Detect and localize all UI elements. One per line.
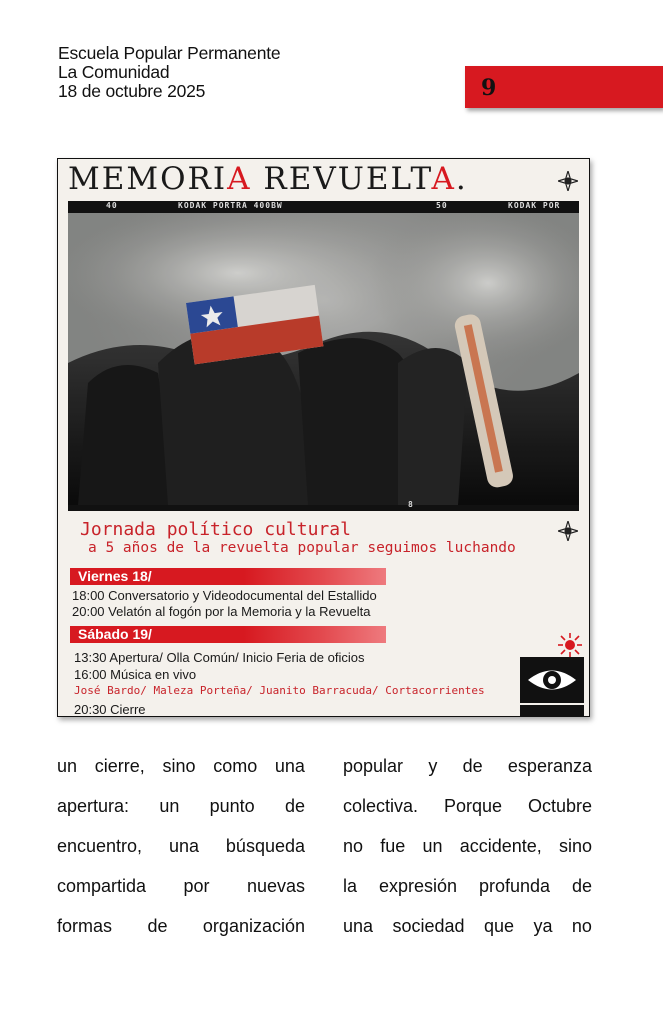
- closing-time: 20:30 Cierre: [74, 702, 146, 717]
- word: ya: [533, 916, 553, 936]
- word: fue: [380, 836, 406, 856]
- word: no: [343, 836, 364, 856]
- word: esperanza: [507, 756, 592, 776]
- body-line: [57, 786, 305, 826]
- word: sino: [162, 756, 196, 776]
- word: formas: [57, 916, 113, 936]
- jornada-line-2: a 5 años de la revuelta popular seguimos luchando: [88, 540, 516, 556]
- word: sociedad: [392, 916, 465, 936]
- body-column-left: [57, 746, 305, 946]
- film-brand-label: KODAK POR: [508, 201, 561, 210]
- word: nuevas: [246, 876, 305, 896]
- body-line: [343, 746, 592, 786]
- word: como: [213, 756, 258, 776]
- word: compartida: [57, 876, 147, 896]
- word: punto: [209, 796, 255, 816]
- poster-title-part: .: [455, 161, 468, 197]
- body-line: [57, 746, 305, 786]
- jornada-line-1: Jornada político cultural: [80, 519, 351, 540]
- film-frame-number: 8: [408, 500, 414, 509]
- day-label: Sábado 19/: [78, 626, 152, 642]
- poster-title: [68, 161, 468, 197]
- body-column-right: [343, 746, 592, 946]
- word: un: [159, 796, 180, 816]
- body-line: [343, 906, 592, 946]
- header-date: 18 de octubre 2025: [58, 81, 206, 101]
- word: Octubre: [527, 796, 592, 816]
- word: apertura:: [57, 796, 130, 816]
- body-line: [343, 786, 592, 826]
- film-photo-strip: [68, 201, 579, 511]
- word: profunda: [478, 876, 550, 896]
- word: colectiva.: [343, 796, 419, 816]
- word: un: [57, 756, 78, 776]
- logo-strip: [520, 705, 584, 717]
- word: y: [428, 756, 438, 776]
- schedule-item: 18:00 Conversatorio y Videodocumental del Estallido: [72, 588, 377, 603]
- page-number: 9: [481, 75, 497, 101]
- word: búsqueda: [225, 836, 305, 856]
- word: de: [571, 876, 592, 896]
- word: que: [483, 916, 515, 936]
- page-header: [58, 44, 280, 101]
- day-label: Viernes 18/: [78, 568, 152, 584]
- film-brand-label: KODAK PORTRA 400BW: [178, 201, 283, 210]
- word: de: [147, 916, 168, 936]
- word: no: [571, 916, 592, 936]
- poster-title-part: REVUELT: [251, 161, 432, 197]
- word: una: [168, 836, 200, 856]
- word: una: [274, 756, 305, 776]
- schedule-item: 13:30 Apertura/ Olla Común/ Inicio Feria de oficios: [74, 650, 365, 665]
- body-line: [343, 826, 592, 866]
- header-community: La Comunidad: [58, 62, 170, 82]
- body-line: [343, 866, 592, 906]
- day-banner-friday: [70, 568, 386, 585]
- word: la: [343, 876, 358, 896]
- word: encuentro,: [57, 836, 143, 856]
- film-frame-number: 50: [436, 201, 448, 210]
- eye-icon: [520, 657, 584, 703]
- sun-icon: [558, 633, 582, 657]
- compass-icon: [558, 171, 578, 191]
- page-number-tab: [465, 66, 663, 108]
- word: de: [462, 756, 483, 776]
- word: expresión: [378, 876, 457, 896]
- jornada-heading: [80, 519, 516, 556]
- word: cierre,: [94, 756, 145, 776]
- word: de: [284, 796, 305, 816]
- header-org-name: Escuela Popular Permanente: [58, 43, 281, 63]
- event-poster: [57, 158, 590, 717]
- film-frame-number: 40: [106, 201, 118, 210]
- word: Porque: [443, 796, 503, 816]
- word: popular: [343, 756, 404, 776]
- word: accidente,: [459, 836, 542, 856]
- word: organización: [202, 916, 305, 936]
- protest-photo: [68, 213, 579, 505]
- artist-lineup: José Bardo/ Maleza Porteña/ Juanito Barracuda/ Cortacorrientes: [74, 684, 485, 697]
- word: una: [343, 916, 374, 936]
- day-banner-saturday: [70, 626, 386, 643]
- poster-title-part: MEMORI: [68, 161, 228, 197]
- word: por: [183, 876, 210, 896]
- word: un: [422, 836, 443, 856]
- body-line: [57, 866, 305, 906]
- compass-icon: [558, 521, 578, 541]
- body-line: [57, 826, 305, 866]
- word: sino: [558, 836, 592, 856]
- eye-logo-box: [520, 657, 584, 703]
- schedule-item: 16:00 Música en vivo: [74, 667, 197, 682]
- body-line: [57, 906, 305, 946]
- poster-title-accent: A: [431, 161, 456, 197]
- poster-title-accent: A: [227, 161, 252, 197]
- schedule-item: 20:00 Velatón al fogón por la Memoria y la Revuelta: [72, 604, 371, 619]
